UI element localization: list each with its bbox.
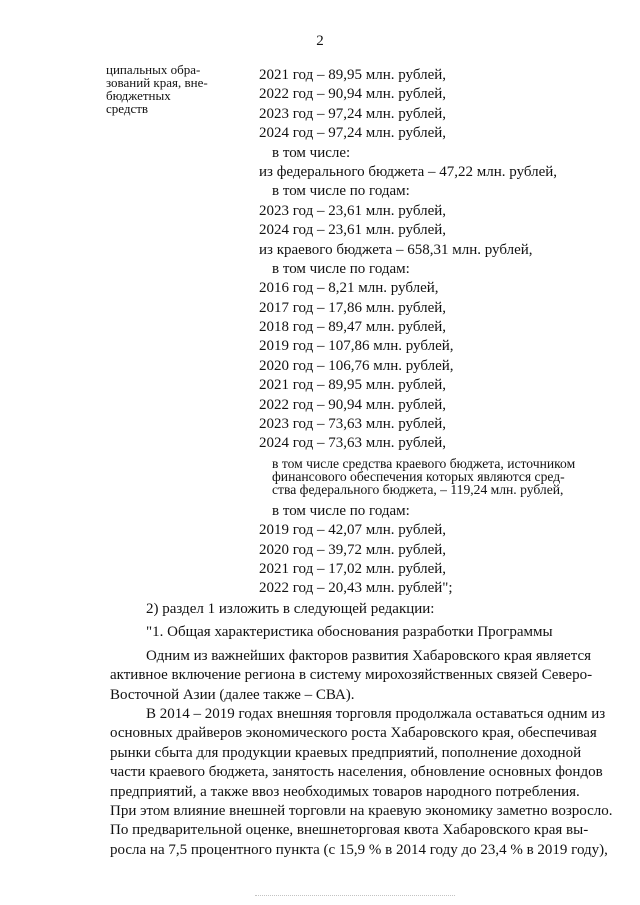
- funding-line: 2023 год – 23,61 млн. рублей,: [259, 202, 447, 219]
- funding-line: 2017 год – 17,86 млн. рублей,: [259, 299, 447, 316]
- left-column-line: бюджетных: [106, 88, 171, 103]
- funding-line: 2024 год – 97,24 млн. рублей,: [259, 125, 447, 142]
- federal-source-note: [259, 457, 617, 496]
- amendment-item: 2) раздел 1 изложить в следующей редакции:: [146, 601, 435, 617]
- paragraph-line: рынки сбыта для продукции краевых предприятий, пополнение доходной: [110, 744, 582, 761]
- funding-line: 2018 год – 89,47 млн. рублей,: [259, 319, 447, 336]
- funding-list: [259, 66, 619, 599]
- paragraph-line: части краевого бюджета, занятость населения, обновление основных фондов: [110, 764, 603, 781]
- funding-line: 2023 год – 97,24 млн. рублей,: [259, 105, 447, 122]
- section-title: "1. Общая характеристика обоснования разработки Программы: [146, 624, 553, 641]
- paragraph-line: Восточной Азии (далее также – СВА).: [110, 686, 355, 703]
- by-years-label: в том числе по годам:: [272, 183, 410, 200]
- left-column-line: ципальных обра-: [106, 62, 201, 77]
- left-column-line: средств: [106, 101, 149, 116]
- funding-line: 2022 год – 20,43 млн. рублей";: [259, 580, 453, 597]
- left-column-label: [106, 63, 246, 115]
- paragraph-line: росла на 7,5 процентного пункта (с 15,9 % в 2014 году до 23,4 % в 2019 году),: [110, 841, 608, 858]
- funding-line: 2021 год – 17,02 млн. рублей,: [259, 560, 447, 577]
- scan-artifact: [255, 895, 455, 902]
- paragraph-line: В 2014 – 2019 годах внешняя торговля продолжала оставаться одним из: [146, 706, 606, 723]
- regional-budget-line: из краевого бюджета – 658,31 млн. рублей,: [259, 241, 533, 258]
- funding-line: 2022 год – 90,94 млн. рублей,: [259, 86, 447, 103]
- by-years-label: в том числе по годам:: [272, 260, 410, 277]
- funding-line: 2023 год – 73,63 млн. рублей,: [259, 416, 447, 433]
- funding-line: 2021 год – 89,95 млн. рублей,: [259, 67, 447, 83]
- funding-line: 2024 год – 73,63 млн. рублей,: [259, 435, 447, 452]
- note-line: финансового обеспечения которых являются сред-: [272, 468, 565, 484]
- left-column-line: зований края, вне-: [106, 75, 208, 90]
- paragraph-line: Одним из важнейших факторов развития Хабаровского края является: [146, 647, 591, 664]
- paragraph-line: По предварительной оценке, внешнеторговая квота Хабаровского края вы-: [110, 822, 589, 839]
- funding-line: 2019 год – 107,86 млн. рублей,: [259, 338, 454, 355]
- by-years-label: в том числе по годам:: [272, 502, 410, 519]
- funding-line: 2020 год – 39,72 млн. рублей,: [259, 541, 447, 558]
- document-body: [110, 600, 615, 860]
- paragraph-line: активное включение региона в систему мирохозяйственных связей Северо-: [110, 667, 593, 684]
- funding-line: 2019 год – 42,07 млн. рублей,: [259, 522, 447, 539]
- paragraph-line: основных драйверов экономического роста Хабаровского края, обеспечивая: [110, 725, 597, 742]
- funding-line: 2022 год – 90,94 млн. рублей,: [259, 396, 447, 413]
- federal-budget-line: из федерального бюджета – 47,22 млн. рублей,: [259, 163, 558, 180]
- note-line: ства федерального бюджета, – 119,24 млн. рублей,: [272, 481, 564, 497]
- funding-line: 2024 год – 23,61 млн. рублей,: [259, 222, 447, 239]
- page-number: 2: [316, 33, 324, 49]
- funding-line: 2021 год – 89,95 млн. рублей,: [259, 377, 447, 394]
- funding-line: 2020 год – 106,76 млн. рублей,: [259, 357, 454, 374]
- in-total-label: в том числе:: [272, 144, 351, 161]
- paragraph-line: При этом влияние внешней торговли на краевую экономику заметно возросло.: [110, 803, 613, 820]
- note-line: в том числе средства краевого бюджета, источником: [272, 455, 576, 471]
- paragraph-line: предприятий, а также ввоз необходимых товаров народного потребления.: [110, 783, 580, 800]
- funding-line: 2016 год – 8,21 млн. рублей,: [259, 280, 439, 297]
